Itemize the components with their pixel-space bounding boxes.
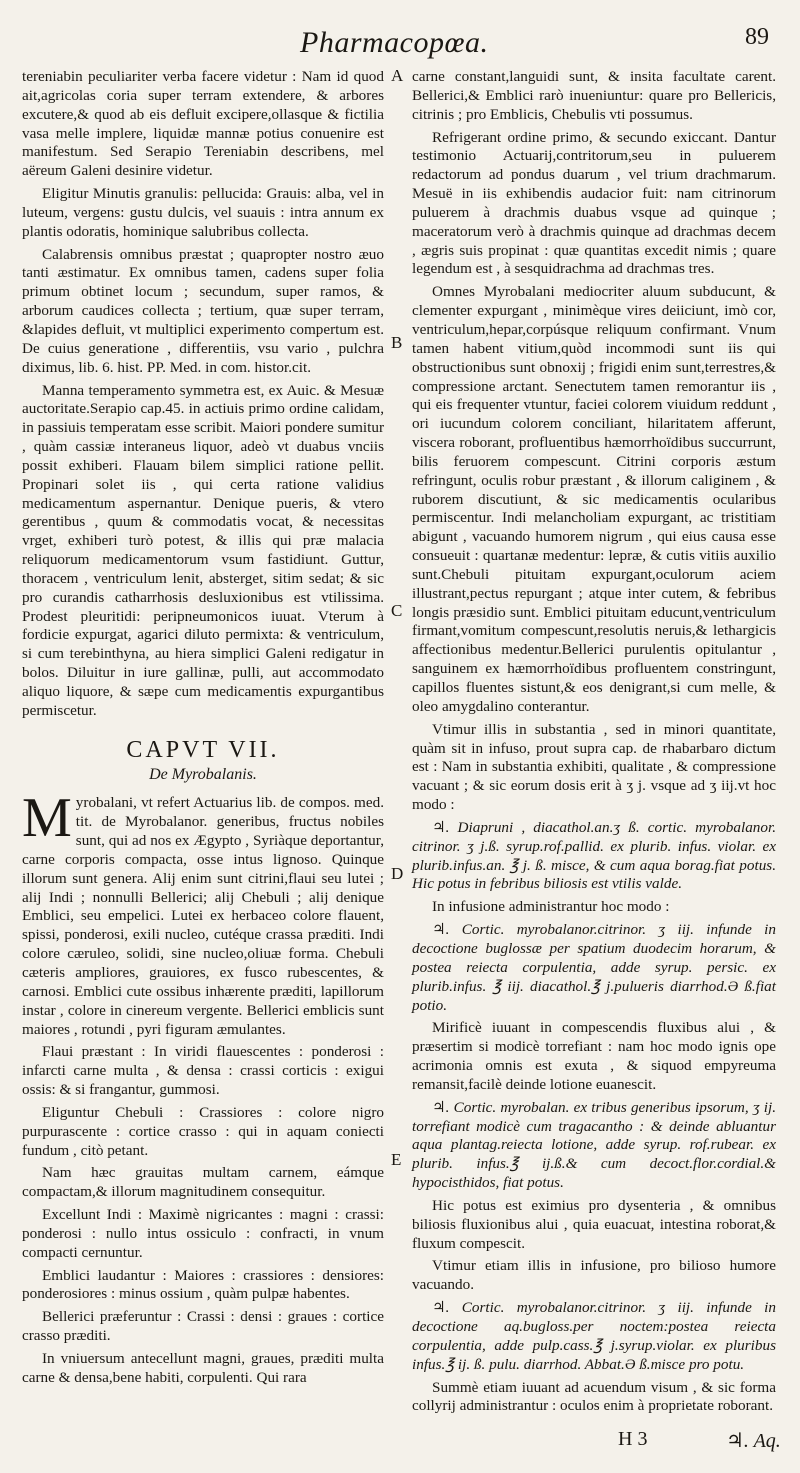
paragraph-text: yrobalani, vt refert Actuarius lib. de compos. med. tit. de Myrobalanor. generibus, fructus nobiles sunt, qui ad nos ex Ægypto , Syriàque deportantur, carne corporis compacta, osse intus lignoso. Quinque illorum sunt genera. Alij enim sunt citrini,flaui seu lutei ; alij Indi ; nonnulli Bellerici; alij Chebuli ; alij denique Emblici, seu empelici. Lutei ex herbaceo colore flauent, spissi, ponderosi, exili nucleo, cutéque crassa præditi. Indi colore cæruleo, solidi, sine nucleo,oliuæ forma. Chebuli cæteris ampliores, grauiores, ex fusco rubescentes, & carnosi. Emblici cute ossibus inhærente præditi, lapillorum instar , colore in cinereum vergente. Bellerici emblicis sunt maiores , rotundi , pyri figuram æmulantes. xyxy=(22,794,384,1038)
page-footer xyxy=(0,1428,800,1458)
recipe: ♃. Cortic. myrobalanor.citrinor. ʒ iij. infunde in decoctione buglossæ per spatium duodecim horarum, & postea reiecta corpulentia, adde syrup. persic. ex plurib.infus. ℥ iij. diacathol.℥ j.pulueris diarrhod.Ə ß.fiat potio. xyxy=(412,921,776,1014)
left-column xyxy=(22,68,384,1388)
paragraph: carne constant,languidi sunt, & insita facultate carent. Bellerici,& Emblici rarò inueniuntur: quare pro Bellericis, citrinis ; pro Emblicis, Chebulis vti possumus. xyxy=(412,68,776,123)
paragraph: Vtimur illis in substantia , sed in minori quantitate, quàm sit in infuso, prout supra cap. de rhabarbaro dictum est : Nam in substantia exhibiti, qualitate , & compressione vacuant ; & sic eorum dosis erit à ʒ j. vsque ad ʒ iij.vt hoc modo : xyxy=(412,720,776,814)
paragraph: Bellerici præferuntur : Crassi : densi : graues : cortice crasso præditi. xyxy=(22,1308,384,1345)
paragraph: Nam hæc grauitas multam carnem, eámque compactam,& illorum magnitudinem consequitur. xyxy=(22,1164,384,1201)
paragraph: Summè etiam iuuant ad acuendum visum , & sic forma collyrij administrantur : oculos enim à proprietate roborant. xyxy=(412,1378,776,1415)
recipe: ♃. Diapruni , diacathol.an.ʒ ß. cortic. myrobalanor. citrinor. ʒ j.ß. syrup.rof.pallid. ex plurib. infus. violar. ex plurib.infus.an. ℥ j. ß. misce, & cum aqua borag.fiat potus. Hic potus in febribus biliosis est vtilis valde. xyxy=(412,818,776,893)
margin-letter-d: D xyxy=(391,864,404,883)
chapter-title: CAPVT VII. xyxy=(126,736,280,763)
recipe: ♃. Cortic. myrobalanor.citrinor. ʒ iij. infunde in decoctione aq.bugloss.per noctem:postea reiecta corpulentia, adde pulp.cass.℥ j.syrup.violar. ex pluribus infus.℥ ij. ß. pulu. diarrhod. Abbat.Ə ß.misce pro potu. xyxy=(412,1299,776,1373)
dropcap-initial: M xyxy=(22,787,72,850)
paragraph: Vtimur etiam illis in infusione, pro bilioso humore vacuando. xyxy=(412,1257,776,1294)
paragraph: Omnes Myrobalani mediocriter aluum subducunt, & clementer expurgant , minimèque vires deiiciunt, imò cor, ventriculum,hepar,corpúsque reliquum confirmant. Vnum tamen habent vitium,quòd incommodi sunt iis qui obstructionibus sunt obnoxij ; frigidi enim sunt,terrestres,& compressione arctant. Senectutem tamen remorantur iis , qui eis frequenter vtuntur, faciei colorem viuidum reddunt , ori iucundum colorem conciliant, hilaritatem afferunt, viscera roborant, profluentibus hæmorrhoïdibus succurrunt, bilis feruorem compescunt. Citrini corporis æstum refringunt, oculis robur præstant , & illorum caliginem , & ruborem discutiunt, & sic medicamentis ocularibus permiscentur. Indi melancholiam expurgant, ac tristitiam abigunt , vacuando humorem nigrum , qui eius causa esse consueuit : quartanæ medentur: lepræ, & cutis vitiis auxilio sunt.Chebuli pituitam expurgant,oculorum aciem illustrant,pectus repurgant ; atque inter cutem, & febribus longis præsidio sunt. Emblici pituitam educunt,ventriculum firmant,vomitum compescunt,resolutis neruis,& lethargicis affectionibus medentur.Bellerici purulentis opitulantur , sanguinem ex hæmorrhoïdibus profluentem constringunt, capillos fluentes sistunt,& eos denigrant,si cum melle, & oleo amygdalino conterantur. xyxy=(412,283,776,715)
signature-mark: H 3 xyxy=(618,1428,648,1450)
paragraph: Eliguntur Chebuli : Crassiores : colore nigro purpurascente : cortice crasso : qui in aquam coniecti fundum , citò petant. xyxy=(22,1103,384,1159)
paragraph: Mirificè iuuant in compescendis fluxibus alui , & præsertim si modicè torrefiant : nam hoc modo ignis ope acrimonia omnis est exuta , & siquod empyreuma remansit,facilè deinde lotione euanescit. xyxy=(412,1019,776,1093)
paragraph: Eligitur Minutis granulis: pellucida: Grauis: alba, vel in luteum, vergens: gustu dulcis, vel suauis : intra annum ex plantis odoratis, hominique salubribus collecta. xyxy=(22,185,384,240)
running-title: Pharmacopœa. xyxy=(300,26,489,59)
chapter-subtitle: De Myrobalanis. xyxy=(149,765,257,783)
catchword: ♃. Aq. xyxy=(726,1430,781,1452)
page-header xyxy=(0,20,800,60)
paragraph: Flaui præstant : In viridi flauescentes : ponderosi : infarcti carne multa , & densa : crassi corticis : exigui ossis: & si frangantur, gummosi. xyxy=(22,1043,384,1099)
paragraph: Refrigerant ordine primo, & secundo exiccant. Dantur testimonio Actuarij,contritorum,seu in puluerem redactorum ad pondus duarum , vel trium drachmarum. Mesuë in iis exhibendis audacior fuit: nam citrinorum puluerem à drachmis duabus vsque ad quinque ; maceratorum verò à drachmis quinque ad drachmas decem , ægris suis propinat : quæ quantitas excedit nimis ; quare legendum est , à sesquidrachma ad drachmas tres. xyxy=(412,128,776,278)
right-column xyxy=(412,68,776,1416)
paragraph: tereniabin peculiariter verba facere videtur : Nam id quod ait,agricolas coria super terram extendere, & arbores excutere,& quod ab eis defluit excipere,ollasque & fictilia vasa melle implere, liquidæ mannæ potius conuenire est manifestum. Sed Serapio Tereniabin describens, mel aëreum Galeni desinire videtur. xyxy=(22,68,384,180)
paragraph: In vniuersum antecellunt magni, graues, præditi multa carne & densa,bene habiti, corpulenti. Qui rara xyxy=(22,1350,384,1386)
chapter-opening-paragraph xyxy=(22,787,384,1039)
paragraph: Excellunt Indi : Maximè nigricantes : magni : crassi: ponderosi : nullo intus ossiculo : confracti, in vnum compacti cernuntur. xyxy=(22,1206,384,1261)
margin-letter-c: C xyxy=(391,601,403,620)
paragraph: Hic potus est eximius pro dysenteria , & omnibus biliosis fluxionibus alui , quia euacuat, intestina roborat,& fluxum compescit. xyxy=(412,1196,776,1252)
margin-letter-a: A xyxy=(391,66,404,85)
page-number: 89 xyxy=(745,24,769,50)
margin-letter-b: B xyxy=(391,333,403,352)
recipe: ♃. Cortic. myrobalan. ex tribus generibus ipsorum, ʒ ij. torrefiant modicè cum tragacantho : & deinde abluantur aqua plantag.reiecta lotione, adde syrup. rof.rubear. ex plurib. infus.℥ ij.ß.& cum decoct.flor.cordial.& hypocisthidos, fiat potus. xyxy=(412,1098,776,1192)
paragraph: In infusione administrantur hoc modo : xyxy=(432,898,670,916)
paragraph: Calabrensis omnibus præstat ; quapropter nostro æuo tanti æstimatur. Ex omnibus tamen, cadens super folia primum obtinet locum ; secundum, super ramos, & arborum caudices collecta ; tertium, quæ super terram, &lapides defluit, vt multiplici experimento compertum est. De cuius generatione , differentiis, vsu vario , pulchra diximus, lib. 6. hist. PP. Med. in com. histor.cit. xyxy=(22,245,384,376)
paragraph: Emblici laudantur : Maiores : crassiores : densiores: ponderosiores : minus ossium , quàm pulpæ habentes. xyxy=(22,1266,384,1303)
paragraph: Manna temperamento symmetra est, ex Auic. & Mesuæ auctoritate.Serapio cap.45. in actiuis primo ordine calidam, in passiuis temperatam esse scribit. Maiori pondere sumitur , quàm cassiæ interaneus liquor, adeò vt duabus vnciis possit exhiberi. Flauam bilem simplici ratione pellit. Propinari solet iis , qui certa ratione validius medicamentum aspernantur. Denique pueris, & vtero gerentibus , quum & commodatis vocat, & necessitas vrget, exhiberi turò potest, & illis qui præ malacia reliquorum medicamentorum vsum fastidiunt. Guttur, thoracem , ventriculum lenit, absterget, sitim sedat; & sic pro curandis catharrhosis desluxionibus est vtilissima. Prodest pleuritidi: peripneumonicos iuuat. Vterum à fordicie expurgat, agarici diluto permixta: & ventriculum, si cum terebinthyna, au hiera simplici Galeni redigatur in bolos. Diluitur in iure gallinæ, pulli, aut accommodato aliquo liquore, & sæpe cum medicamentis expurgantibus permiscetur. xyxy=(22,381,384,719)
margin-letter-e: E xyxy=(391,1150,402,1169)
